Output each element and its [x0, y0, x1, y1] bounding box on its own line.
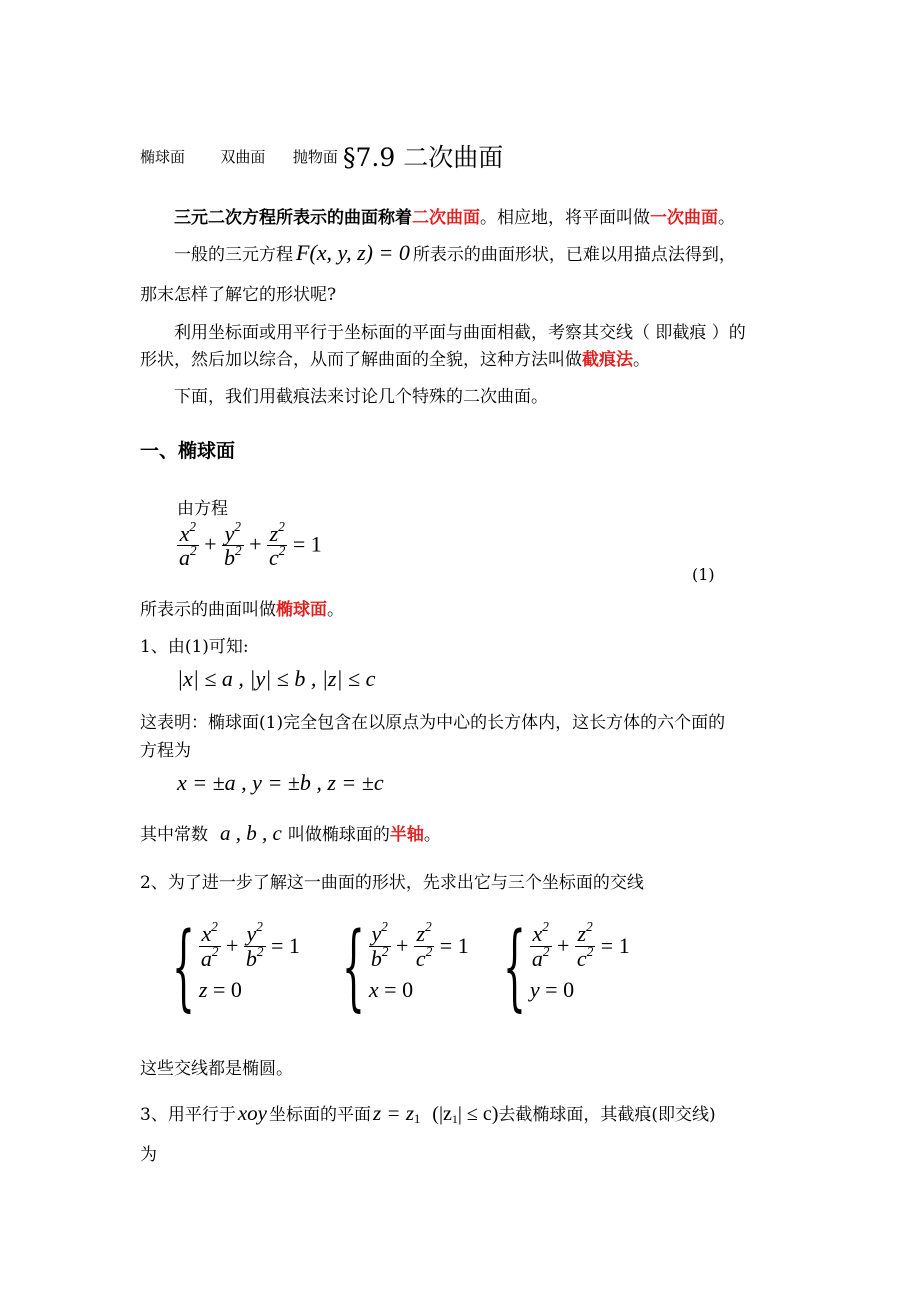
equation-general: F(x, y, z) = 0	[296, 240, 410, 265]
item-1: 1、由(1)可知:	[140, 637, 249, 657]
text: 坐标面的平面	[268, 1105, 371, 1125]
text: 1	[451, 1112, 458, 1126]
system-yz-trace: { $\frac{y^2}{b^2}$ + $\frac{z^2}{c^2}$ = 1 x = 0	[342, 914, 469, 1022]
text: (|z	[432, 1103, 452, 1125]
semi-axes-line	[140, 820, 441, 846]
text: 形状，然后加以综合，从而了解曲面的全貌，这种方法叫做	[140, 350, 582, 370]
crumb-hyperboloid: 双曲面	[220, 148, 266, 166]
text: | ≤ c)	[457, 1103, 499, 1125]
crumb-paraboloid: 抛物面	[292, 148, 338, 166]
term-trace-method: 截痕法	[582, 350, 633, 370]
text: 一般的三元方程	[174, 245, 293, 265]
conclusion: 这些交线都是椭圆。	[140, 1059, 293, 1079]
text: 三元二次方程所表示的曲面称着	[174, 208, 412, 228]
text: 叫做椭球面的	[287, 825, 390, 845]
crumb-ellipsoid: 椭球面	[140, 148, 186, 166]
item-3-line2: 为	[140, 1145, 157, 1165]
intro-paragraph-4: 下面，我们用截痕法来讨论几个特殊的二次曲面。	[174, 387, 548, 407]
text: 去截椭球面，其截痕(即交线)	[498, 1105, 716, 1125]
text: 所表示的曲面形状，已难以用描点法得到，	[412, 245, 736, 265]
equation-label: (1)	[692, 565, 715, 584]
intro-paragraph-1	[174, 203, 735, 228]
text: 其中常数	[140, 825, 208, 845]
term-ellipsoid: 椭球面	[276, 600, 327, 620]
intro-paragraph-2-line2: 那末怎样了解它的形状呢?	[140, 285, 337, 305]
system-xy-trace: { $\frac{x^2}{a^2}$ + $\frac{y^2}{b^2}$ = 1 z = 0	[172, 914, 300, 1022]
explanation-line-2: 方程为	[140, 741, 191, 761]
section-heading: 一、椭球面	[140, 440, 236, 462]
text: 所表示的曲面叫做	[140, 600, 276, 620]
header-line	[140, 146, 338, 167]
term-linear-surface: 一次曲面	[650, 208, 718, 228]
plane-condition	[432, 1103, 498, 1125]
text: 1	[414, 1112, 421, 1127]
definition-line	[140, 595, 344, 620]
semi-axes-symbols: a , b , c	[220, 821, 282, 845]
term-semi-axis: 半轴	[389, 825, 424, 845]
text: 3、用平行于	[140, 1105, 236, 1125]
plane-xoy: xoy	[237, 1101, 267, 1125]
text: z = z	[372, 1101, 414, 1125]
section-lead: 由方程	[177, 499, 228, 519]
term-quadric-surface: 二次曲面	[412, 208, 480, 228]
text: 。	[423, 825, 441, 845]
intro-paragraph-2	[174, 240, 736, 266]
explanation-line-1: 这表明：椭球面(1)完全包含在以原点为中心的长方体内，这长方体的六个面的	[140, 713, 726, 733]
system-xz-trace: { $\frac{x^2}{a^2}$ + $\frac{z^2}{c^2}$ = 1 y = 0	[503, 914, 630, 1022]
page-title: §7.9 二次曲面	[343, 143, 504, 172]
item-3	[140, 1100, 716, 1126]
box-faces-equation: x = ±a , y = ±b , z = ±c	[177, 770, 384, 795]
text: 。	[718, 208, 735, 228]
text: 。相应地，将平面叫做	[480, 208, 650, 228]
plane-equation	[373, 1101, 420, 1125]
bounds-inequality: |x| ≤ a , |y| ≤ b , |z| ≤ c	[177, 666, 376, 691]
intro-paragraph-3-line2	[140, 345, 650, 370]
intro-paragraph-3: 利用坐标面或用平行于坐标面的平面与曲面相截，考察其交线（ 即截痕 ）的	[174, 323, 746, 343]
text: 。	[327, 600, 344, 620]
ellipsoid-equation: $\frac{x^2}{a^2}$ + $\frac{y^2}{b^2}$ + $\frac{z^2}{c^2}$ = 1	[179, 519, 322, 571]
text: 。	[633, 350, 650, 370]
item-2: 2、为了进一步了解这一曲面的形状，先求出它与三个坐标面的交线	[140, 873, 644, 893]
